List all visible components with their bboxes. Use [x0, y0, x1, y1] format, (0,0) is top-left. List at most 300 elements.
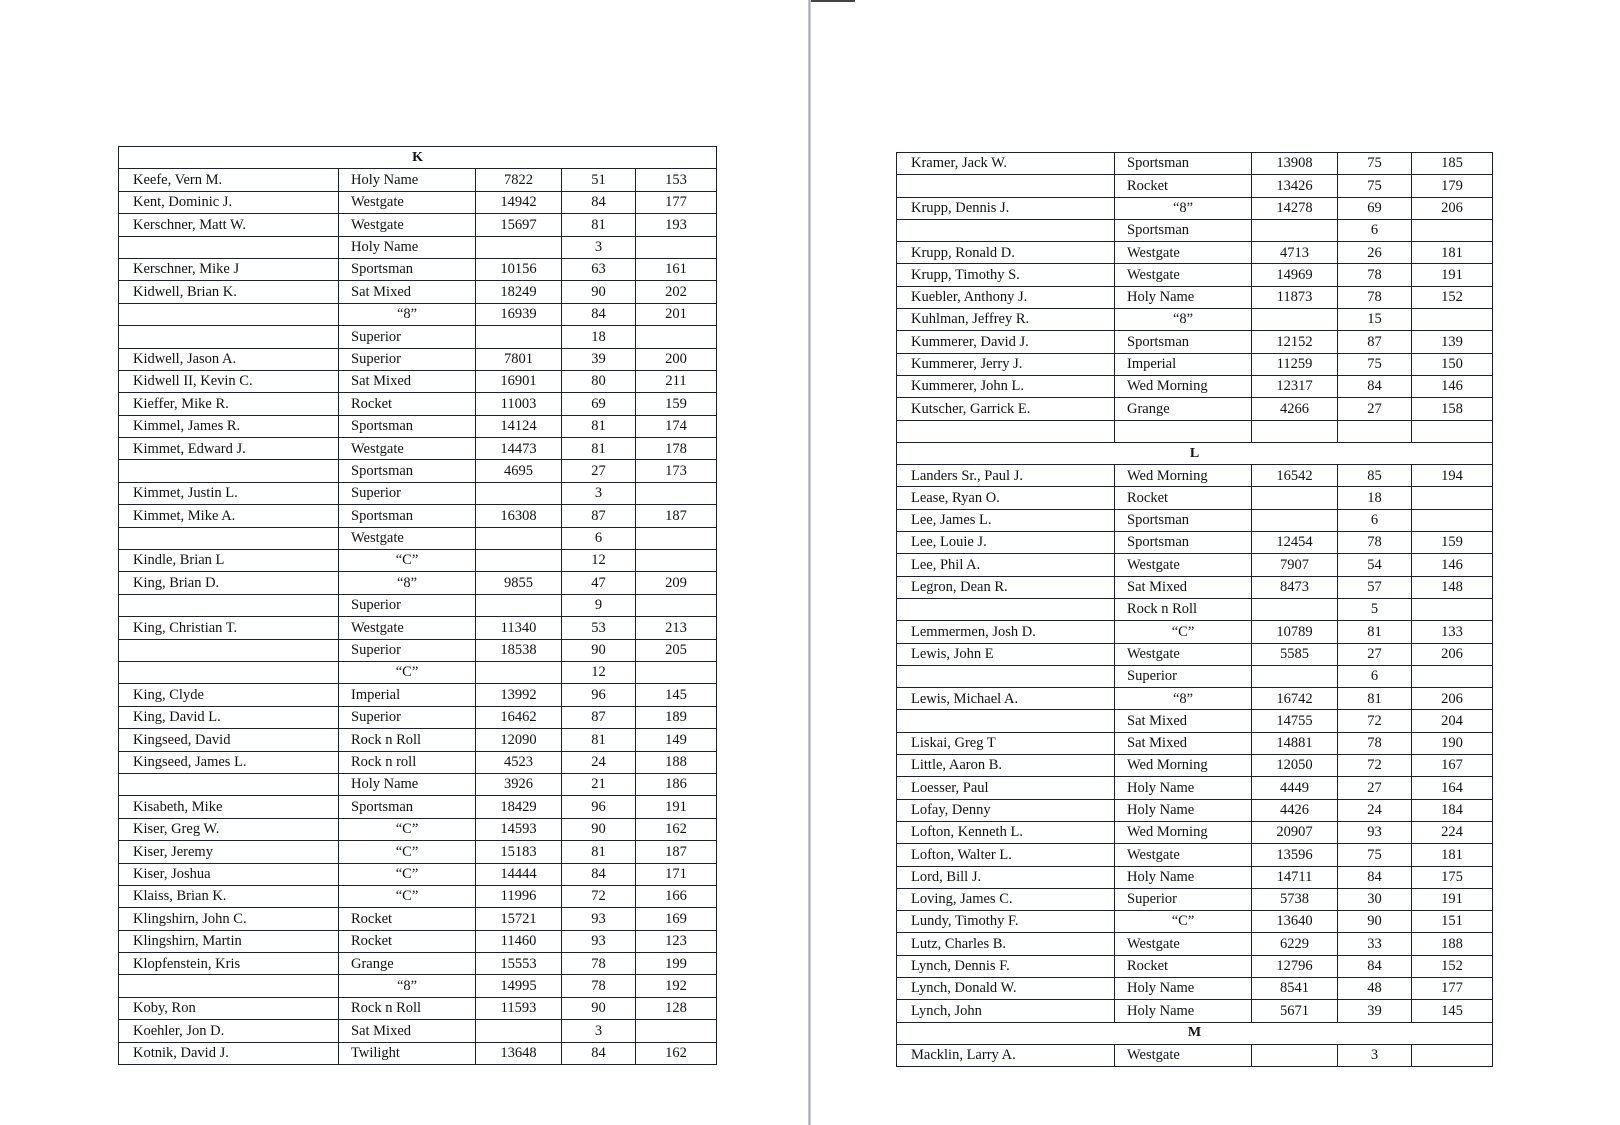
average: 192 [636, 975, 717, 997]
average: 178 [636, 438, 717, 460]
average: 181 [1412, 844, 1493, 866]
table-row [119, 393, 717, 415]
section-letter: L [897, 442, 1493, 464]
total-pins: 14995 [476, 975, 562, 997]
bowler-name: Kerschner, Matt W. [119, 214, 339, 236]
league-name: Westgate [1115, 1044, 1252, 1066]
total-pins: 16742 [1252, 688, 1338, 710]
total-pins [1252, 509, 1338, 531]
games: 69 [562, 393, 636, 415]
average: 184 [1412, 799, 1493, 821]
games: 12 [562, 661, 636, 683]
bowler-name [119, 639, 339, 661]
bowler-name [119, 527, 339, 549]
average: 167 [1412, 755, 1493, 777]
table-row [897, 888, 1493, 910]
total-pins: 8473 [1252, 576, 1338, 598]
total-pins [1252, 487, 1338, 509]
table-row [119, 370, 717, 392]
bowler-name: Kidwell, Brian K. [119, 281, 339, 303]
average: 191 [1412, 264, 1493, 286]
league-name: “C” [339, 863, 476, 885]
league-name: “8” [1115, 309, 1252, 331]
bowler-name: Kidwell, Jason A. [119, 348, 339, 370]
table-row [119, 639, 717, 661]
league-name: Superior [339, 326, 476, 348]
bowler-name: Lemmermen, Josh D. [897, 621, 1115, 643]
average: 190 [1412, 732, 1493, 754]
table-row [897, 621, 1493, 643]
league-name: Westgate [1115, 264, 1252, 286]
total-pins: 14881 [1252, 732, 1338, 754]
average: 173 [636, 460, 717, 482]
table-row [897, 643, 1493, 665]
average [1412, 309, 1493, 331]
table-row [119, 527, 717, 549]
table-row [897, 777, 1493, 799]
league-name: Imperial [1115, 353, 1252, 375]
table-row [897, 665, 1493, 687]
average: 162 [636, 1042, 717, 1064]
games: 93 [562, 908, 636, 930]
table-row [119, 930, 717, 952]
games: 81 [562, 841, 636, 863]
games: 53 [562, 617, 636, 639]
games: 3 [562, 236, 636, 258]
table-row [119, 236, 717, 258]
total-pins: 13648 [476, 1042, 562, 1064]
average: 177 [1412, 977, 1493, 999]
games: 96 [562, 796, 636, 818]
total-pins [476, 594, 562, 616]
games: 81 [562, 415, 636, 437]
bowler-name: Little, Aaron B. [897, 755, 1115, 777]
table-row [897, 576, 1493, 598]
table-row [897, 598, 1493, 620]
games: 81 [1338, 621, 1412, 643]
league-name: Rock n Roll [1115, 598, 1252, 620]
table-row [119, 975, 717, 997]
average: 201 [636, 303, 717, 325]
table-row [897, 977, 1493, 999]
average [636, 550, 717, 572]
table-row [119, 191, 717, 213]
average: 206 [1412, 688, 1493, 710]
table-row [897, 732, 1493, 754]
bowler-name: Kramer, Jack W. [897, 153, 1115, 175]
total-pins: 7822 [476, 169, 562, 191]
league-name: Superior [339, 482, 476, 504]
average [1412, 598, 1493, 620]
average [636, 527, 717, 549]
games: 27 [1338, 398, 1412, 420]
table-row [897, 532, 1493, 554]
table-row [897, 420, 1493, 442]
bowler-name: Klopfenstein, Kris [119, 953, 339, 975]
league-name: Sportsman [1115, 509, 1252, 531]
league-name: Holy Name [339, 773, 476, 795]
bowler-name: Lofton, Kenneth L. [897, 821, 1115, 843]
league-name: Westgate [339, 191, 476, 213]
average: 188 [1412, 933, 1493, 955]
games: 5 [1338, 598, 1412, 620]
games: 39 [1338, 1000, 1412, 1022]
league-name: Westgate [339, 438, 476, 460]
table-row [897, 353, 1493, 375]
table-row [119, 214, 717, 236]
league-name: Rocket [339, 393, 476, 415]
league-name: Sat Mixed [339, 370, 476, 392]
total-pins: 4713 [1252, 242, 1338, 264]
total-pins: 14278 [1252, 197, 1338, 219]
league-name: Twilight [339, 1042, 476, 1064]
average: 194 [1412, 465, 1493, 487]
bowler-name: Kotnik, David J. [119, 1042, 339, 1064]
league-name: Wed Morning [1115, 465, 1252, 487]
bowler-table-left [118, 146, 717, 1065]
average: 200 [636, 348, 717, 370]
average: 152 [1412, 286, 1493, 308]
league-name: Westgate [1115, 933, 1252, 955]
games: 3 [1338, 1044, 1412, 1066]
bowler-name [897, 219, 1115, 241]
average [636, 594, 717, 616]
total-pins: 10156 [476, 258, 562, 280]
table-row [119, 415, 717, 437]
average: 179 [1412, 175, 1493, 197]
average: 149 [636, 729, 717, 751]
average: 186 [636, 773, 717, 795]
bowler-name: Kiser, Greg W. [119, 818, 339, 840]
games: 93 [562, 930, 636, 952]
league-name: “8” [1115, 197, 1252, 219]
total-pins: 14969 [1252, 264, 1338, 286]
total-pins: 12050 [1252, 755, 1338, 777]
table-row [897, 844, 1493, 866]
total-pins: 5738 [1252, 888, 1338, 910]
bowler-name: Kummerer, John L. [897, 375, 1115, 397]
league-name: Holy Name [1115, 977, 1252, 999]
league-name: Westgate [339, 214, 476, 236]
bowler-name: Lynch, John [897, 1000, 1115, 1022]
games: 30 [1338, 888, 1412, 910]
games: 18 [1338, 487, 1412, 509]
bowler-name: Lynch, Dennis F. [897, 955, 1115, 977]
games: 39 [562, 348, 636, 370]
average: 171 [636, 863, 717, 885]
total-pins: 9855 [476, 572, 562, 594]
total-pins [1252, 598, 1338, 620]
games: 81 [562, 729, 636, 751]
league-name: Grange [1115, 398, 1252, 420]
league-name: Sportsman [339, 796, 476, 818]
bowler-name: Lofay, Denny [897, 799, 1115, 821]
average [1412, 509, 1493, 531]
table-row [119, 482, 717, 504]
bowler-name: Lewis, Michael A. [897, 688, 1115, 710]
table-row [897, 933, 1493, 955]
bowler-name: Lee, Louie J. [897, 532, 1115, 554]
games: 33 [1338, 933, 1412, 955]
table-row [119, 572, 717, 594]
bowler-name [119, 975, 339, 997]
total-pins: 11460 [476, 930, 562, 952]
games: 75 [1338, 353, 1412, 375]
total-pins [476, 482, 562, 504]
bowler-name: Lease, Ryan O. [897, 487, 1115, 509]
games: 6 [1338, 665, 1412, 687]
league-name: Sat Mixed [1115, 732, 1252, 754]
league-name: “8” [1115, 688, 1252, 710]
table-row [897, 866, 1493, 888]
table-row [897, 1000, 1493, 1022]
bowler-name: Lord, Bill J. [897, 866, 1115, 888]
games: 78 [562, 975, 636, 997]
total-pins: 18429 [476, 796, 562, 818]
total-pins: 3926 [476, 773, 562, 795]
bowler-name: Lee, James L. [897, 509, 1115, 531]
average: 211 [636, 370, 717, 392]
total-pins: 4523 [476, 751, 562, 773]
average [1412, 1044, 1493, 1066]
league-name: Sportsman [339, 258, 476, 280]
table-row [119, 505, 717, 527]
league-name: Westgate [1115, 844, 1252, 866]
league-name: Westgate [1115, 554, 1252, 576]
bowler-name [897, 710, 1115, 732]
average [1412, 487, 1493, 509]
table-row [897, 331, 1493, 353]
games: 84 [562, 863, 636, 885]
bowler-name: Kimmet, Mike A. [119, 505, 339, 527]
league-name: Superior [1115, 888, 1252, 910]
games [1338, 420, 1412, 442]
games: 69 [1338, 197, 1412, 219]
table-row [119, 661, 717, 683]
bowler-name: Kieffer, Mike R. [119, 393, 339, 415]
bowler-name: Koehler, Jon D. [119, 1020, 339, 1042]
games: 21 [562, 773, 636, 795]
table-row [119, 1020, 717, 1042]
table-row [897, 398, 1493, 420]
average: 150 [1412, 353, 1493, 375]
bowler-name: Klingshirn, John C. [119, 908, 339, 930]
games: 26 [1338, 242, 1412, 264]
games: 78 [1338, 286, 1412, 308]
league-name: Holy Name [1115, 1000, 1252, 1022]
bowler-name [897, 420, 1115, 442]
league-name: “8” [339, 572, 476, 594]
league-name: Rock n Roll [339, 729, 476, 751]
bowler-name: Kent, Dominic J. [119, 191, 339, 213]
table-row [119, 460, 717, 482]
games: 27 [1338, 777, 1412, 799]
bowler-name: Lofton, Walter L. [897, 844, 1115, 866]
table-row [119, 348, 717, 370]
games: 78 [562, 953, 636, 975]
games: 57 [1338, 576, 1412, 598]
total-pins: 4449 [1252, 777, 1338, 799]
table-row [119, 729, 717, 751]
total-pins [476, 527, 562, 549]
league-name: Holy Name [1115, 777, 1252, 799]
games: 87 [1338, 331, 1412, 353]
total-pins: 13596 [1252, 844, 1338, 866]
bowler-name: Loving, James C. [897, 888, 1115, 910]
bowler-name: Kingseed, David [119, 729, 339, 751]
average: 185 [1412, 153, 1493, 175]
league-name: Sportsman [1115, 331, 1252, 353]
league-name: “C” [339, 818, 476, 840]
average [636, 1020, 717, 1042]
total-pins: 6229 [1252, 933, 1338, 955]
table-row [897, 955, 1493, 977]
total-pins: 7907 [1252, 554, 1338, 576]
bowler-name: Lundy, Timothy F. [897, 911, 1115, 933]
table-row [897, 309, 1493, 331]
games: 80 [562, 370, 636, 392]
bowler-name: Kidwell II, Kevin C. [119, 370, 339, 392]
table-row [897, 799, 1493, 821]
section-letter: K [119, 147, 717, 169]
section-header-row [897, 1022, 1493, 1044]
league-name: Superior [339, 594, 476, 616]
total-pins: 18249 [476, 281, 562, 303]
average: 128 [636, 997, 717, 1019]
games: 96 [562, 684, 636, 706]
total-pins: 13640 [1252, 911, 1338, 933]
average: 209 [636, 572, 717, 594]
total-pins: 14124 [476, 415, 562, 437]
total-pins: 11996 [476, 885, 562, 907]
total-pins: 12152 [1252, 331, 1338, 353]
games: 27 [562, 460, 636, 482]
average: 177 [636, 191, 717, 213]
table-row [897, 1044, 1493, 1066]
bowler-name: Klaiss, Brian K. [119, 885, 339, 907]
games: 24 [1338, 799, 1412, 821]
games: 81 [1338, 688, 1412, 710]
games: 3 [562, 1020, 636, 1042]
total-pins: 16308 [476, 505, 562, 527]
league-name: Sportsman [1115, 532, 1252, 554]
bowler-name: King, David L. [119, 706, 339, 728]
table-row [897, 710, 1493, 732]
section-letter: M [897, 1022, 1493, 1044]
bowler-name: Klingshirn, Martin [119, 930, 339, 952]
section-header-row [119, 147, 717, 169]
total-pins [1252, 309, 1338, 331]
average: 166 [636, 885, 717, 907]
games: 27 [1338, 643, 1412, 665]
average: 202 [636, 281, 717, 303]
average: 189 [636, 706, 717, 728]
bowler-name: Kuhlman, Jeffrey R. [897, 309, 1115, 331]
total-pins: 14444 [476, 863, 562, 885]
total-pins [1252, 420, 1338, 442]
total-pins: 13426 [1252, 175, 1338, 197]
league-name: Westgate [1115, 242, 1252, 264]
bowler-name [119, 773, 339, 795]
total-pins: 14711 [1252, 866, 1338, 888]
league-name: Rocket [1115, 955, 1252, 977]
bowler-name [119, 303, 339, 325]
average: 145 [636, 684, 717, 706]
bowler-name [119, 460, 339, 482]
league-name: Holy Name [1115, 866, 1252, 888]
average: 153 [636, 169, 717, 191]
total-pins: 11003 [476, 393, 562, 415]
total-pins: 12090 [476, 729, 562, 751]
average: 191 [636, 796, 717, 818]
games: 84 [1338, 955, 1412, 977]
games: 90 [562, 818, 636, 840]
average [636, 661, 717, 683]
average: 205 [636, 639, 717, 661]
league-name: Westgate [339, 617, 476, 639]
league-name: Grange [339, 953, 476, 975]
bowler-name: Lynch, Donald W. [897, 977, 1115, 999]
average [1412, 420, 1493, 442]
league-name: Holy Name [1115, 799, 1252, 821]
league-name: “C” [339, 661, 476, 683]
table-row [119, 550, 717, 572]
bowler-name [897, 665, 1115, 687]
table-row [897, 554, 1493, 576]
bowler-name: Macklin, Larry A. [897, 1044, 1115, 1066]
bowler-name [119, 594, 339, 616]
average: 188 [636, 751, 717, 773]
bowler-name: Kiser, Jeremy [119, 841, 339, 863]
average: 206 [1412, 197, 1493, 219]
average: 187 [636, 841, 717, 863]
table-row [119, 818, 717, 840]
average: 181 [1412, 242, 1493, 264]
total-pins: 4266 [1252, 398, 1338, 420]
table-row [119, 684, 717, 706]
league-name: Holy Name [1115, 286, 1252, 308]
bowler-name [119, 236, 339, 258]
total-pins: 5671 [1252, 1000, 1338, 1022]
average: 159 [1412, 532, 1493, 554]
league-name: Westgate [1115, 643, 1252, 665]
table-row [119, 885, 717, 907]
table-row [119, 751, 717, 773]
total-pins [476, 550, 562, 572]
games: 84 [1338, 375, 1412, 397]
total-pins: 4426 [1252, 799, 1338, 821]
league-name: “C” [339, 550, 476, 572]
average: 169 [636, 908, 717, 930]
bowler-name: Kindle, Brian L [119, 550, 339, 572]
average: 133 [1412, 621, 1493, 643]
average [1412, 665, 1493, 687]
league-name: Sportsman [339, 505, 476, 527]
bowler-name: Keefe, Vern M. [119, 169, 339, 191]
total-pins [476, 326, 562, 348]
league-name: Superior [1115, 665, 1252, 687]
games: 84 [562, 1042, 636, 1064]
league-name [1115, 420, 1252, 442]
games: 85 [1338, 465, 1412, 487]
bowler-name: Liskai, Greg T [897, 732, 1115, 754]
league-name: Wed Morning [1115, 375, 1252, 397]
games: 87 [562, 706, 636, 728]
table-row [897, 286, 1493, 308]
total-pins: 15721 [476, 908, 562, 930]
league-name: “C” [339, 885, 476, 907]
average: 206 [1412, 643, 1493, 665]
